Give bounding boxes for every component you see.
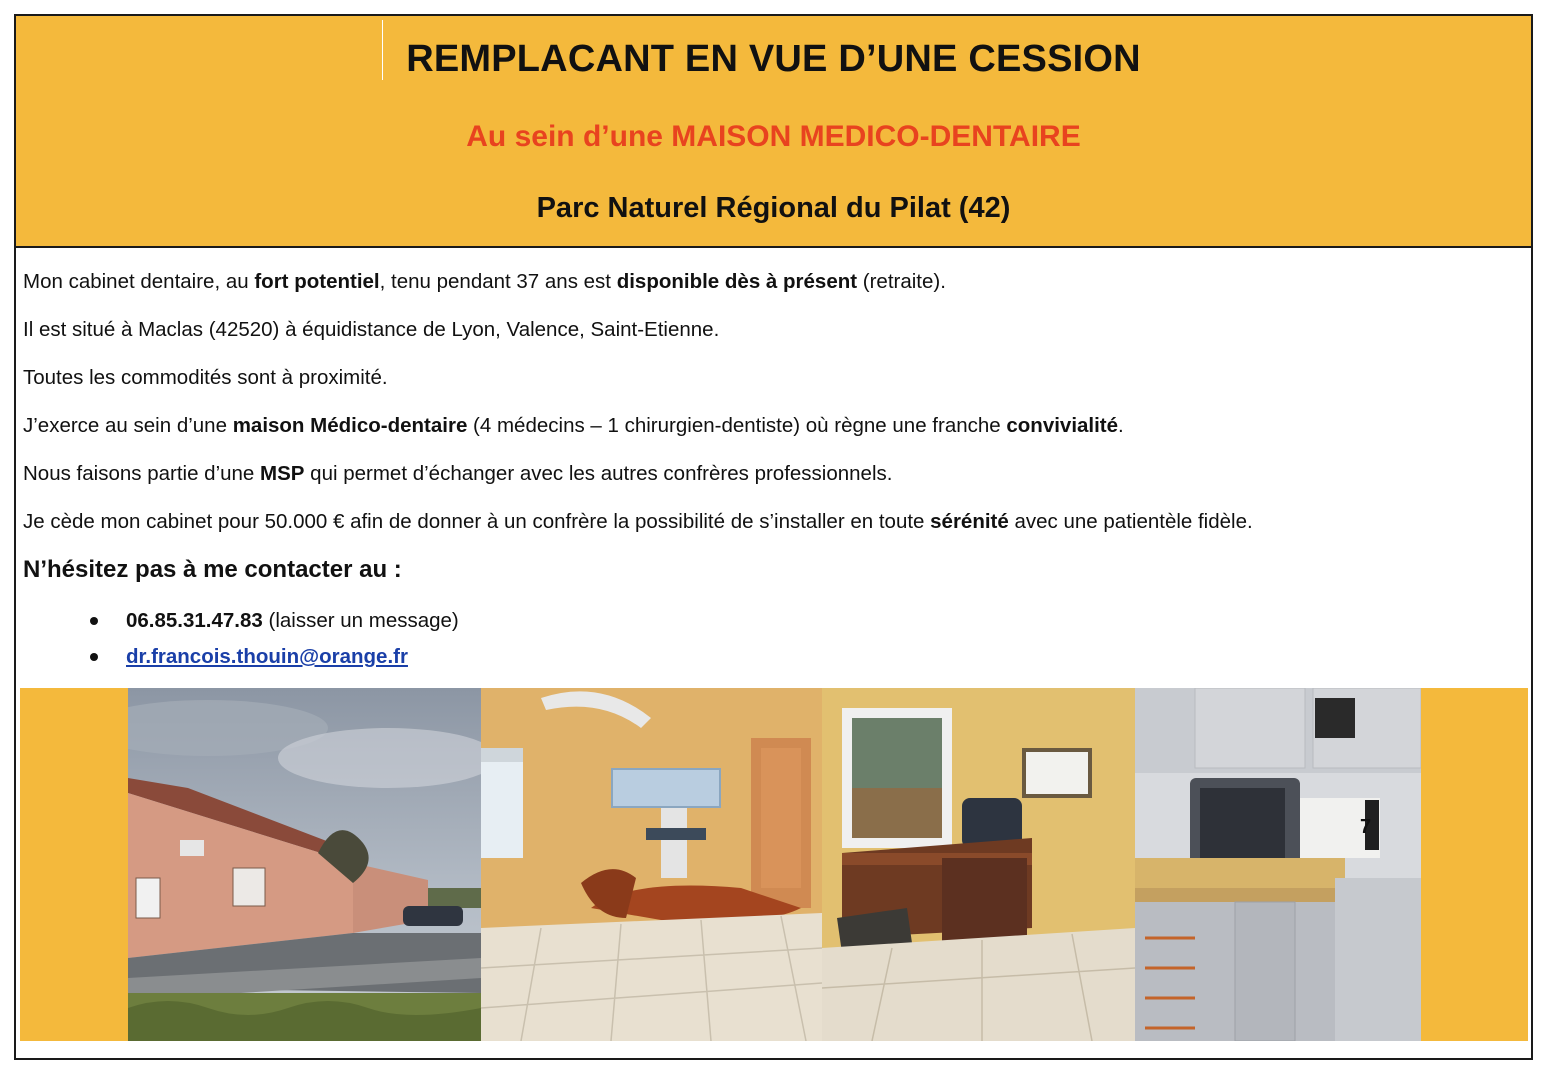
contact-heading: N’hésitez pas à me contacter au :	[23, 556, 402, 583]
bullet-icon	[90, 653, 98, 661]
emphasis-text: MSP	[260, 462, 305, 485]
emphasis-text: maison Médico-dentaire	[232, 414, 468, 437]
emphasis-text: fort potentiel	[254, 270, 380, 293]
bullet-icon	[90, 617, 98, 625]
body-text-run: avec une patientèle fidèle.	[1008, 510, 1253, 533]
body-text-run: .	[1118, 414, 1124, 437]
body-paragraph	[23, 314, 1523, 362]
phone-number: 06.85.31.47.83	[126, 609, 263, 632]
body-text-run: Toutes les commodités sont à proximité.	[23, 366, 388, 389]
body-text-run: Il est situé à Maclas (42520) à équidistance de Lyon, Valence, Saint-Etienne.	[23, 318, 720, 341]
photo-treatment-room	[481, 688, 822, 1041]
body-text-run: (4 médecins – 1 chirurgien-dentiste) où règne une franche	[467, 414, 1007, 437]
body-paragraph	[23, 458, 1523, 506]
body-text-run: Mon cabinet dentaire, au	[23, 270, 255, 293]
contact-list	[90, 604, 459, 676]
body-text-run: J’exerce au sein d’une	[23, 414, 233, 437]
phone-note: (laisser un message)	[262, 609, 459, 632]
body-text-run: , tenu pendant 37 ans est	[379, 270, 617, 293]
photo-overlay-number: 7	[1360, 816, 1372, 838]
body-paragraph	[23, 506, 1523, 554]
page-title: REMPLACANT EN VUE D’UNE CESSION	[406, 38, 1141, 80]
photo-band	[20, 688, 1528, 1041]
page-subtitle: Au sein d’une MAISON MEDICO-DENTAIRE	[466, 120, 1081, 153]
description-body	[23, 266, 1523, 554]
body-text-run: (retraite).	[857, 270, 946, 293]
body-paragraph	[23, 410, 1523, 458]
body-text-run: Nous faisons partie d’une	[23, 462, 261, 485]
contact-item-email	[90, 640, 459, 676]
body-text-run: Je cède mon cabinet pour 50.000 € afin de donner à un confrère la possibilité de s’installer en toute	[23, 510, 931, 533]
location-heading: Parc Naturel Régional du Pilat (42)	[536, 192, 1011, 224]
emphasis-text: disponible dès à présent	[616, 270, 858, 293]
photo-building-exterior	[128, 688, 481, 1041]
body-text-run: qui permet d’échanger avec les autres confrères professionnels.	[304, 462, 893, 485]
email-link[interactable]: dr.francois.thouin@orange.fr	[126, 645, 408, 668]
photo-sterilization-room	[1135, 688, 1421, 1041]
body-paragraph	[23, 362, 1523, 410]
emphasis-text: sérénité	[930, 510, 1009, 533]
emphasis-text: convivialité	[1006, 414, 1119, 437]
body-paragraph	[23, 266, 1523, 314]
contact-item-phone	[90, 604, 459, 640]
photo-office	[822, 688, 1135, 1041]
